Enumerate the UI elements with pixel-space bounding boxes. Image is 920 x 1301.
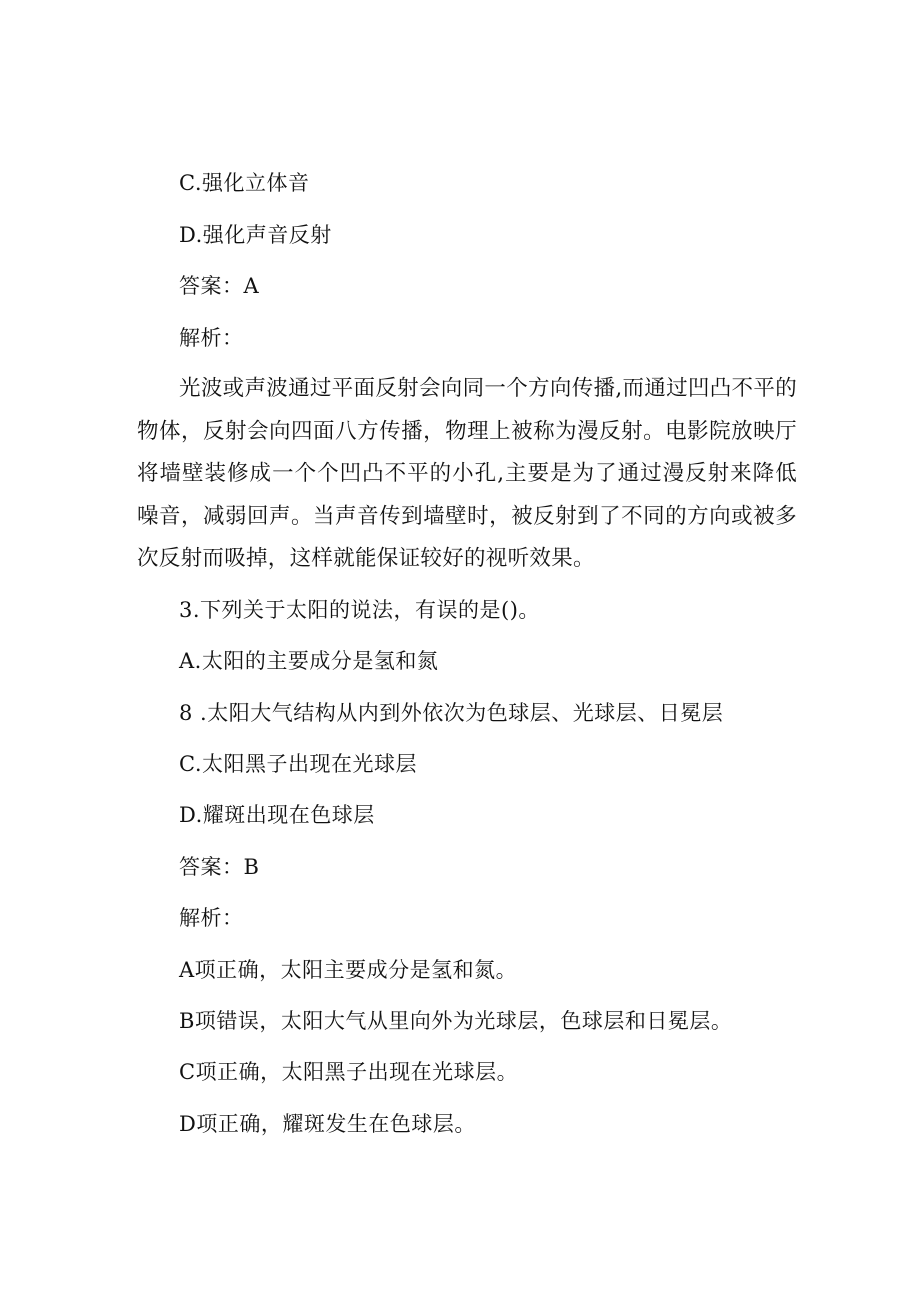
q3-analysis-label: 解析： xyxy=(179,906,244,930)
q2-answer: 答案：A xyxy=(179,274,260,298)
q3-analysis-c: C项正确，太阳黑子出现在光球层。 xyxy=(179,1060,519,1084)
q3-question: 3.下列关于太阳的说法，有误的是()。 xyxy=(179,598,540,622)
q2-analysis-label: 解析： xyxy=(179,326,244,350)
q3-option-d: D.耀斑出现在色球层 xyxy=(179,803,375,827)
q2-option-c: C.强化立体音 xyxy=(179,171,310,195)
q3-analysis-d: D项正确，耀斑发生在色球层。 xyxy=(179,1112,476,1136)
q3-analysis-a: A项正确，太阳主要成分是氢和氮。 xyxy=(179,958,518,982)
q3-option-b: 8 .太阳大气结构从内到外依次为色球层、光球层、日冕层 xyxy=(179,701,724,725)
q2-option-d: D.强化声音反射 xyxy=(179,223,332,247)
q3-option-c: C.太阳黑子出现在光球层 xyxy=(179,752,417,776)
q3-answer: 答案：B xyxy=(179,855,260,879)
q3-analysis-b: B项错误，太阳大气从里向外为光球层，色球层和日冕层。 xyxy=(179,1009,733,1033)
q3-option-a: A.太阳的主要成分是氢和氮 xyxy=(179,649,439,673)
q2-analysis-text: 光波或声波通过平面反射会向同一个方向传播,而通过凹凸不平的物体，反射会向四面八方传播，物理上被称为漫反射。电影院放映厅将墙壁装修成一个个凹凸不平的小孔,主要是为了通过漫反射来降低噪音，减弱回声。当声音传到墙壁时，被反射到了不同的方向或被多次反射而吸掉，这样就能保证较好的视听效果。 xyxy=(137,376,797,571)
